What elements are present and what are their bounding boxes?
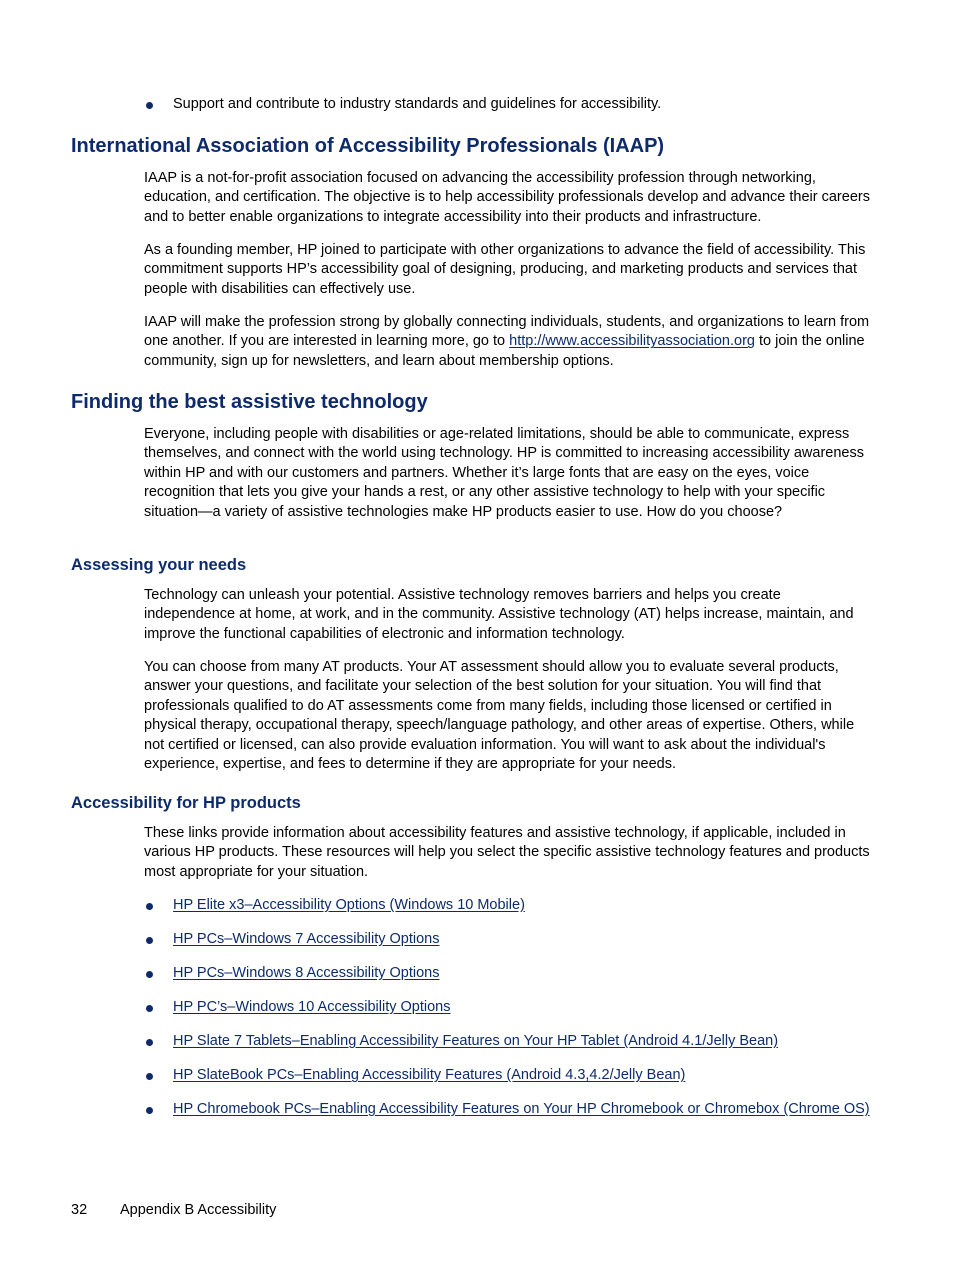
hp-products-paragraph-1: These links provide information about accessibility features and assistive technology, if applicable, included in various HP products. These resources will help you select the specific assistive technology features and products most appropriate for your situation. bbox=[144, 825, 870, 880]
top-bullet-list bbox=[144, 95, 874, 114]
iaap-paragraph-2: As a founding member, HP joined to participate with other organizations to advance the field of accessibility. This commitment supports HP’s accessibility goal of designing, producing, and marketing products and services that people with disabilities can effectively use. bbox=[144, 242, 866, 297]
iaap-paragraph-3 bbox=[144, 313, 872, 371]
list-item bbox=[144, 964, 884, 998]
assessing-heading: Assessing your needs bbox=[71, 556, 247, 574]
list-item bbox=[144, 896, 884, 930]
list-item bbox=[144, 930, 884, 964]
link-hp-pcs-windows-8[interactable]: HP PCs–Windows 8 Accessibility Options bbox=[173, 965, 440, 981]
hp-products-link-list bbox=[144, 896, 884, 1134]
iaap-heading: International Association of Accessibility Professionals (IAAP) bbox=[71, 135, 665, 157]
link-hp-elite-x3[interactable]: HP Elite x3–Accessibility Options (Windows 10 Mobile) bbox=[173, 897, 525, 913]
iaap-paragraph-3-text-start: IAAP will make the profession strong by globally connecting individuals, students, and organizations to learn from one another. If you are interested in learning more, go to bbox=[144, 314, 870, 350]
iaap-paragraph-1: IAAP is a not-for-profit association focused on advancing the accessibility profession through networking, education, and certification. The objective is to help accessibility professionals develop and advance their careers and to better enable organizations to integrate accessibility into their products and infrastructure. bbox=[144, 170, 870, 225]
assessing-paragraph-2: You can choose from many AT products. Your AT assessment should allow you to evaluate several products, answer your questions, and facilitate your selection of the best solution for your situation. You will find that professionals qualified to do AT assessments come from many fields, including those licensed or certified in physical therapy, occupational therapy, speech/language pathology, and other areas of expertise. Others, while not certified or licensed, can also provide evaluation information. You will want to ask about the individual's experience, expertise, and fees to determine if they are appropriate for your needs. bbox=[144, 659, 855, 773]
list-item: Support and contribute to industry standards and guidelines for accessibility. bbox=[144, 95, 874, 114]
link-hp-slate-7-tablets[interactable]: HP Slate 7 Tablets–Enabling Accessibility Features on Your HP Tablet (Android 4.1/Jelly Bean) bbox=[173, 1033, 779, 1049]
accessibility-association-link[interactable]: http://www.accessibilityassociation.org bbox=[509, 333, 755, 350]
list-item bbox=[144, 1032, 884, 1066]
list-item bbox=[144, 998, 884, 1032]
iaap-paragraph-3-text-end: to join the online community, sign up for newsletters, and learn about membership options. bbox=[144, 333, 865, 369]
finding-paragraph-1: Everyone, including people with disabilities or age-related limitations, should be able to communicate, express themselves, and connect with the world using technology. HP is committed to increasing accessibility awareness within HP and with our customers and partners. Whether it’s large fonts that are easy on the eyes, voice recognition that lets you give your hands a rest, or any other assistive technology to help with your specific situation—a variety of assistive technologies make HP products easier to use. How do you choose? bbox=[144, 426, 864, 520]
link-hp-pcs-windows-10[interactable]: HP PC’s–Windows 10 Accessibility Options bbox=[173, 999, 451, 1015]
footer-section-title: Appendix B Accessibility bbox=[120, 1202, 277, 1218]
assessing-paragraph-1: Technology can unleash your potential. Assistive technology removes barriers and helps you create independence at home, at work, and in the community. Assistive technology (AT) helps increase, maintain, and improve the functional capabilities of electronic and information technology. bbox=[144, 587, 854, 642]
list-item bbox=[144, 1100, 884, 1134]
link-hp-chromebook-pcs[interactable]: HP Chromebook PCs–Enabling Accessibility Features on Your HP Chromebook or Chromebox (Chrome OS) bbox=[173, 1101, 870, 1117]
list-item bbox=[144, 1066, 884, 1100]
hp-products-heading: Accessibility for HP products bbox=[71, 794, 301, 812]
link-hp-slatebook-pcs[interactable]: HP SlateBook PCs–Enabling Accessibility Features (Android 4.3,4.2/Jelly Bean) bbox=[173, 1067, 686, 1083]
link-hp-pcs-windows-7[interactable]: HP PCs–Windows 7 Accessibility Options bbox=[173, 931, 440, 947]
finding-heading: Finding the best assistive technology bbox=[71, 391, 428, 413]
page-number: 32 bbox=[71, 1202, 88, 1218]
